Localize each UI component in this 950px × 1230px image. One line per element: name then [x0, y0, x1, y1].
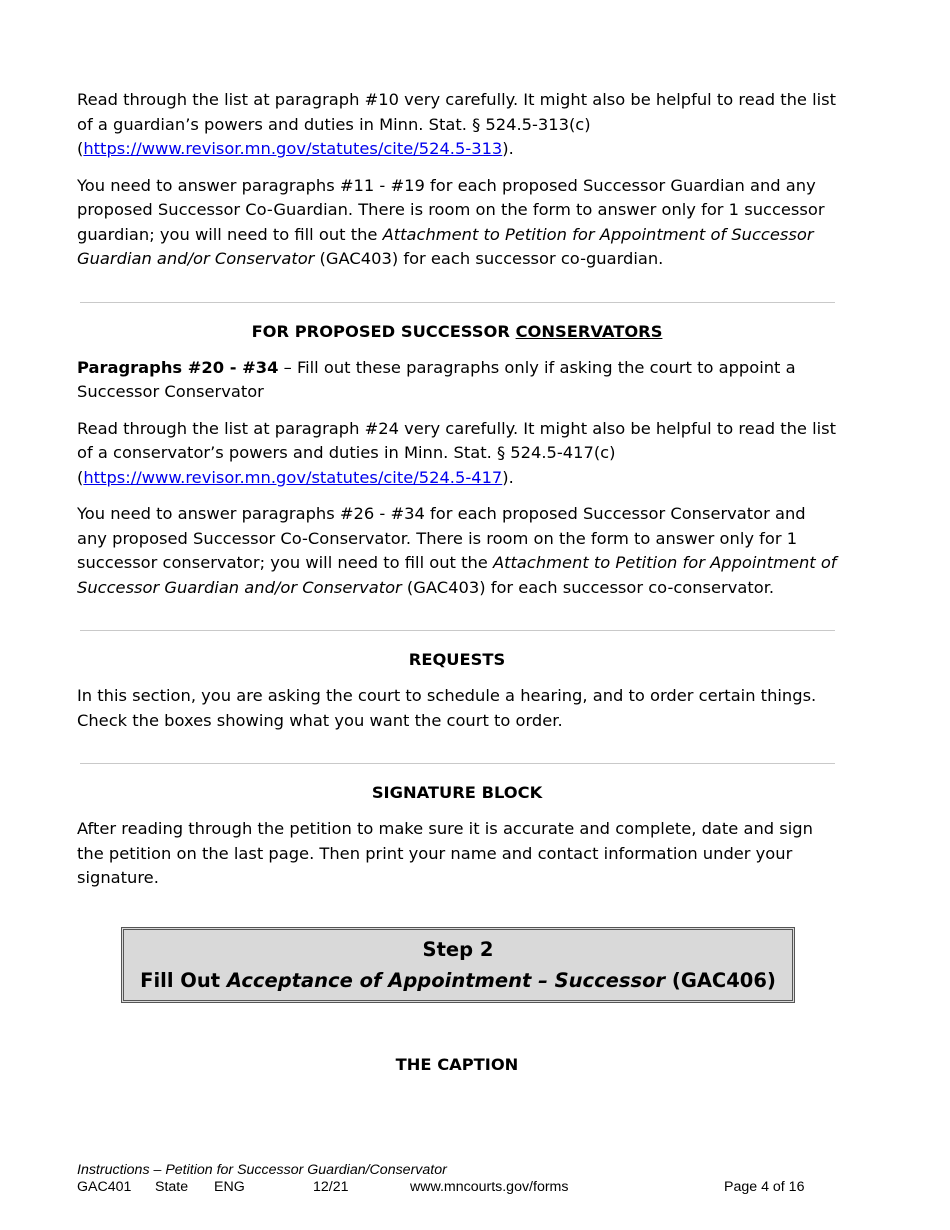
conservator-paragraphs-intro: [77, 356, 837, 405]
statute-link-524-5-417[interactable]: https://www.revisor.mn.gov/statutes/cite/524.5-417: [83, 467, 503, 487]
heading-underlined: CONSERVATORS: [515, 321, 663, 341]
footer-page-number: Page 4 of 16: [724, 1179, 805, 1195]
paragraph-text: Read through the list at paragraph #10 very carefully. It might also be helpful to read the list of a guardian’s powers and duties in Minn. Stat. § 524.5-313(c): [77, 90, 837, 134]
paren-open: (: [77, 139, 84, 158]
signature-block-heading: SIGNATURE BLOCK: [371, 783, 543, 802]
footer-website: www.mncourts.gov/forms: [410, 1179, 569, 1195]
paren-close: ).: [502, 467, 514, 487]
page-footer: [77, 1162, 837, 1197]
footer-state: State: [155, 1179, 189, 1195]
conservators-heading: [77, 320, 837, 344]
requests-paragraph: In this section, you are asking the court to schedule a hearing, and to order certain things. Check the boxes showing what you want the court to order.: [77, 686, 817, 730]
form-title-italic: Attachment to Petition for Appointment of Successor Guardian and/or Conservator: [77, 553, 837, 597]
statute-link-524-5-313[interactable]: https://www.revisor.mn.gov/statutes/cite/524.5-313: [83, 139, 503, 158]
paragraph-text: You need to answer paragraphs #26 - #34 for each proposed Successor Conservator and any proposed Successor Co-Conservator. There is room on the form to answer only for 1 successor conservator; you will need to fill out the: [77, 504, 806, 572]
document-body: [77, 88, 837, 1074]
requests-heading: REQUESTS: [408, 650, 506, 669]
step-2-title: [124, 965, 792, 996]
footer-language: ENG: [214, 1179, 245, 1195]
footer-info-row: [77, 1179, 837, 1197]
conservator-answer-paragraph: [77, 502, 837, 600]
step-title-text: Fill Out: [140, 968, 227, 992]
guardian-powers-paragraph: [77, 88, 837, 162]
heading-text: FOR PROPOSED SUCCESSOR: [251, 321, 516, 341]
step-title-italic: Acceptance of Appointment – Successor: [226, 968, 666, 992]
paragraph-range-bold: Paragraphs #20 - #34: [77, 357, 279, 377]
step-title-text: (GAC406): [665, 968, 776, 992]
paragraph-text: (GAC403) for each successor co-conservator.: [401, 577, 775, 597]
paragraph-text: (GAC403) for each successor co-guardian.: [314, 249, 664, 268]
paren-close: ).: [502, 139, 514, 158]
paren-open: (: [77, 467, 84, 487]
step-2-label: Step 2: [422, 937, 494, 961]
paragraph-text: – Fill out these paragraphs only if asking the court to appoint a Successor Conservator: [77, 357, 796, 401]
form-title-italic: Attachment to Petition for Appointment of Successor Guardian and/or Conservator: [77, 224, 814, 268]
conservator-powers-paragraph: [77, 417, 837, 491]
guardian-answer-paragraph: [77, 174, 837, 272]
footer-title: Instructions – Petition for Successor Guardian/Conservator: [77, 1162, 447, 1178]
footer-date: 12/21: [313, 1179, 349, 1195]
paragraph-text: You need to answer paragraphs #11 - #19 for each proposed Successor Guardian and any proposed Successor Co-Guardian. There is room on the form to answer only for 1 successor guardian; you will need to fill out the: [77, 175, 825, 244]
section-divider: [80, 302, 835, 303]
signature-paragraph: After reading through the petition to make sure it is accurate and complete, date and sign the petition on the last page. Then print your name and contact information under your signature.: [77, 819, 813, 887]
step-2-box: [121, 927, 795, 1003]
section-divider: [80, 763, 835, 764]
section-divider: [80, 630, 835, 631]
footer-form-number: GAC401: [77, 1179, 132, 1195]
paragraph-text: Read through the list at paragraph #24 very carefully. It might also be helpful to read the list of a conservator’s powers and duties in Minn. Stat. § 524.5-417(c): [77, 418, 837, 462]
caption-heading: THE CAPTION: [395, 1054, 519, 1074]
